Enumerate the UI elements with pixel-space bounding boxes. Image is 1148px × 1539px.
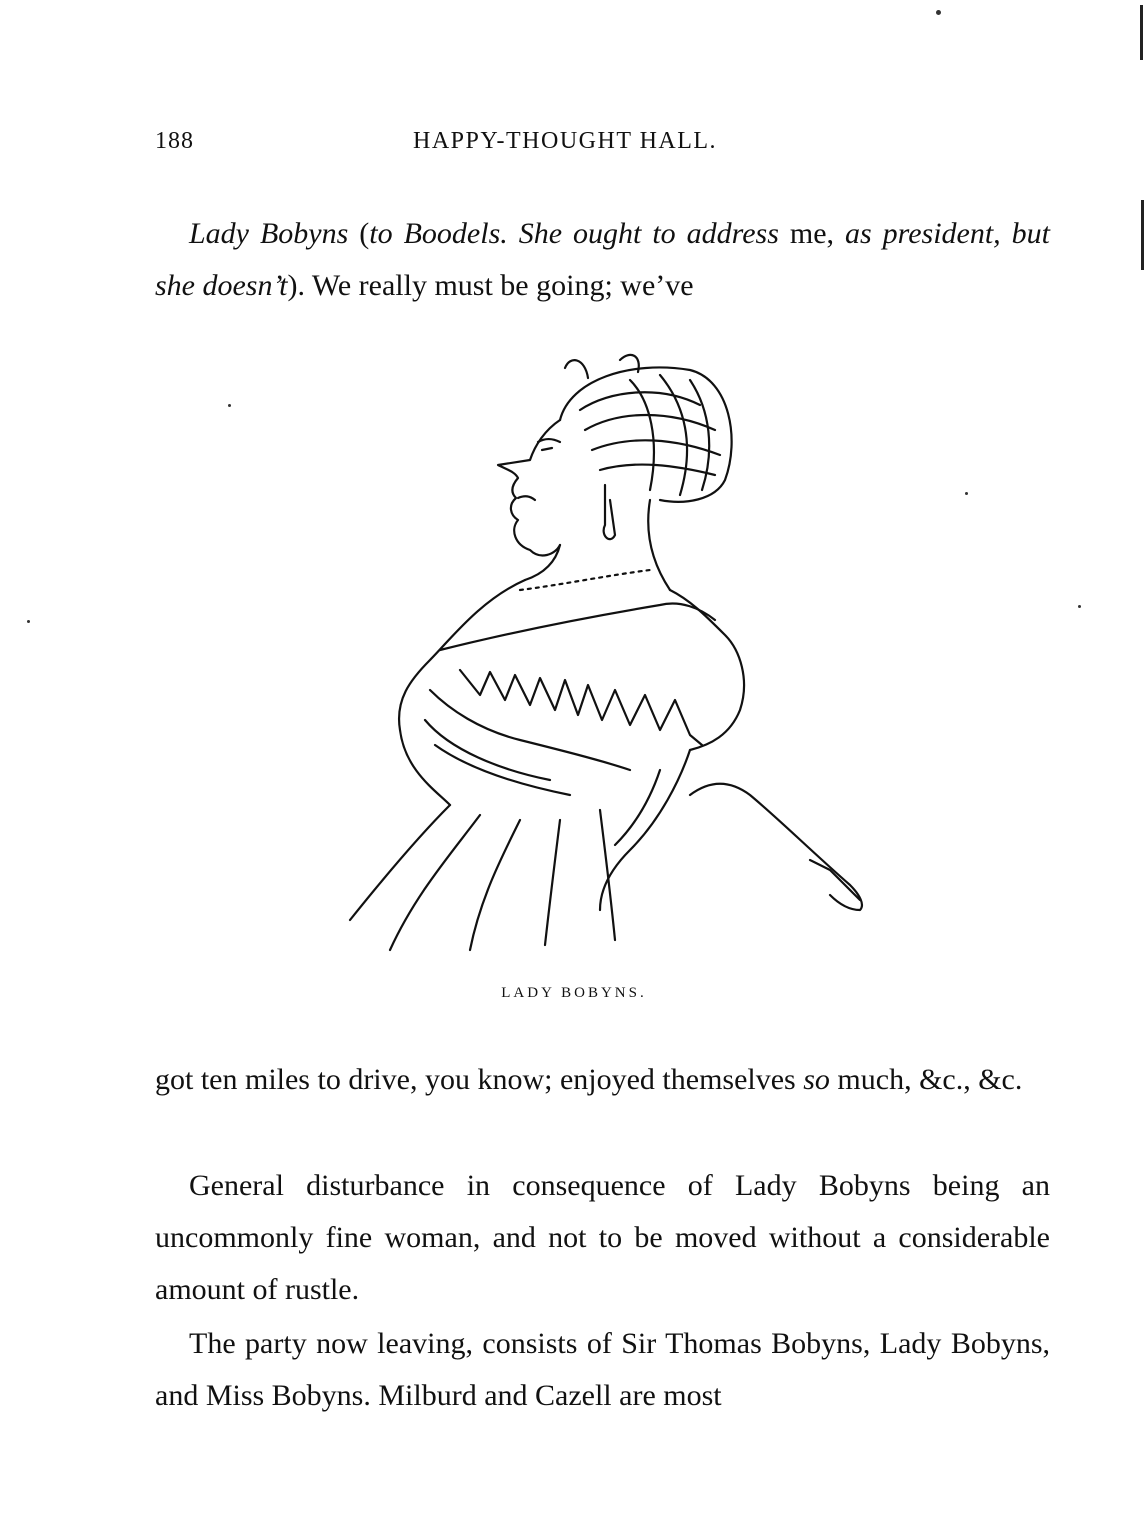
stage-direction-text: to Boodels. She ought to address xyxy=(369,217,779,250)
scan-speck xyxy=(1078,605,1081,608)
text-run: ). We really must be going; we’ve xyxy=(287,269,694,302)
page-edge-mark xyxy=(1141,200,1144,270)
paragraph-stage-direction xyxy=(155,208,1050,312)
paragraph-disturbance: General disturbance in consequence of Lady Bobyns being an uncommonly fine woman, and not to be moved without a considerable amount of rustle. xyxy=(155,1169,1050,1306)
scan-speck xyxy=(965,492,968,495)
scan-speck xyxy=(27,620,30,623)
emphasis-text: so xyxy=(803,1063,830,1096)
text-run: got ten miles to drive, you know; enjoyed themselves xyxy=(155,1063,804,1096)
stage-direction-text: as president, but she doesn’t xyxy=(155,217,1050,302)
text-run: ( xyxy=(348,217,370,250)
paragraph-party-leaving: The party now leaving, consists of Sir Thomas Bobyns, Lady Bobyns, and Miss Bobyns. Milburd and Cazell are most xyxy=(155,1327,1050,1412)
scan-speck xyxy=(936,10,941,15)
scan-speck xyxy=(228,404,231,407)
page-number: 188 xyxy=(155,128,194,154)
page-edge-mark xyxy=(1140,5,1143,60)
text-run: much, &c., &c. xyxy=(829,1063,1023,1096)
lady-bobyns-illustration xyxy=(330,350,890,960)
paragraph-dialogue-continued xyxy=(155,1054,1050,1106)
text-run: me, xyxy=(778,217,845,250)
running-title: HAPPY-THOUGHT HALL. xyxy=(413,128,718,154)
speaker-name: Lady Bobyns xyxy=(189,217,349,250)
figure-caption: LADY BOBYNS. xyxy=(501,985,647,1001)
running-header xyxy=(155,128,1055,162)
